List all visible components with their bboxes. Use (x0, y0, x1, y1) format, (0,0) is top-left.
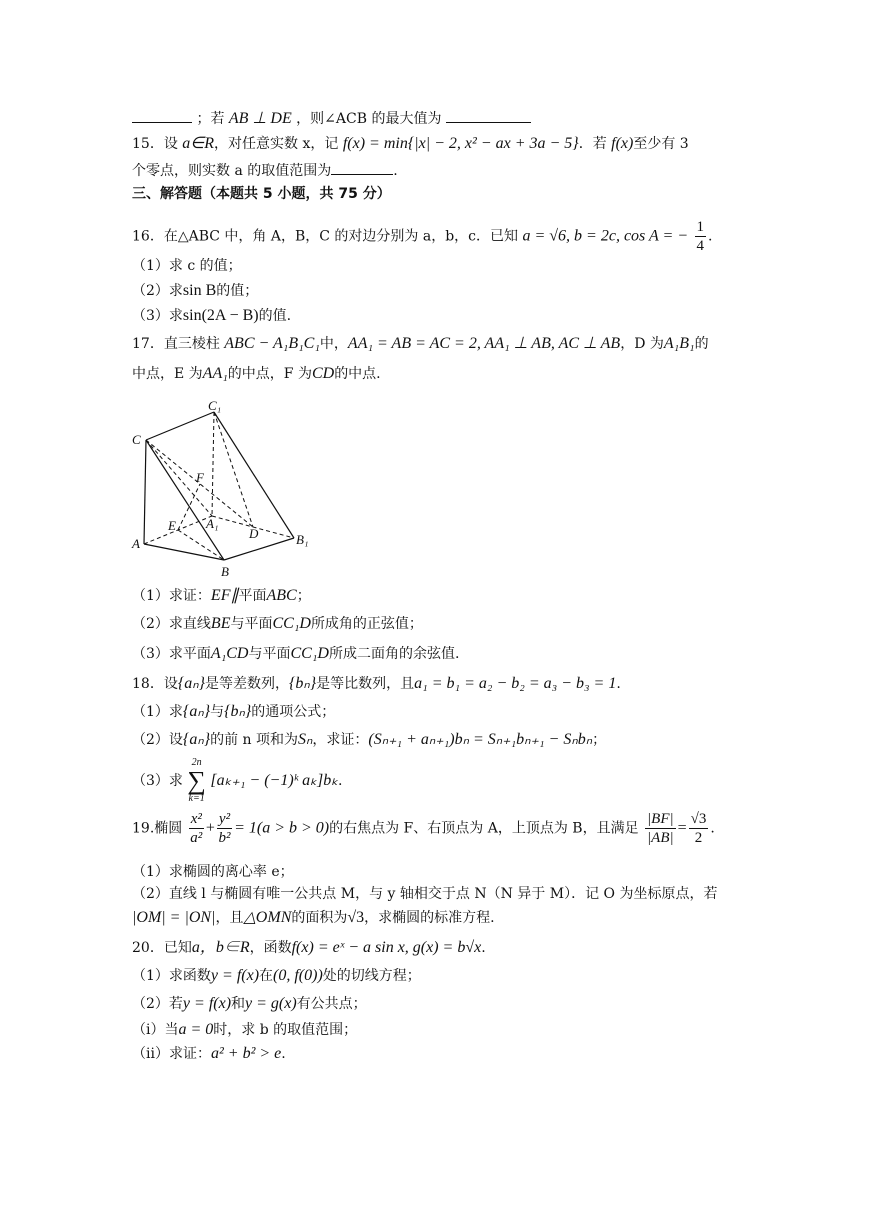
q17-math: A₁B₁ (663, 335, 695, 352)
q20-part2 (132, 994, 367, 1014)
q18-math: Sₙ (298, 731, 313, 748)
q17-math: A₁CD (210, 645, 249, 662)
q17-stem-line1 (132, 334, 709, 354)
q16-part1: （1）求 c 的值； (132, 258, 242, 274)
q17-text: 与平面 (230, 616, 273, 632)
sum-lower-limit: k=1 (188, 793, 205, 804)
q20-math: a = 0 (178, 1021, 214, 1038)
q18-text: 的通项公式； (251, 704, 336, 720)
q18-math: {aₙ} (182, 731, 211, 748)
q19-text: 19.椭圆 (132, 820, 183, 837)
q19-stem (132, 810, 715, 860)
q17-math: AA₁ (202, 365, 228, 382)
fraction-denominator: 4 (696, 238, 705, 254)
q20-math: a² + b² > e (210, 1045, 282, 1062)
edge-CB (146, 440, 224, 560)
fraction-numerator: y² (218, 811, 231, 827)
edge-BB1 (224, 538, 294, 560)
q19-text: ，且 (215, 910, 244, 926)
label-A: A (132, 536, 140, 551)
q17-math: CC₁D (290, 645, 329, 662)
fraction-numerator: √3 (690, 811, 707, 827)
label-F: F (196, 470, 204, 485)
fraction-numerator: x² (190, 811, 202, 827)
segment-C1D (214, 412, 253, 527)
q17-text: 平面 (238, 588, 267, 604)
q14-math: AB ⊥ DE (228, 110, 292, 127)
q18-math: (Sₙ₊₁ + aₙ₊₁)bₙ = Sₙ₊₁bₙ₊₁ − Sₙbₙ (368, 731, 593, 748)
q20-text: （i）当 (132, 1022, 179, 1038)
edge-C1A1 (212, 412, 214, 516)
summation (187, 758, 206, 804)
q17-text: ，D 为 (620, 336, 664, 352)
q20-text: 在 (259, 968, 274, 984)
q16-stem (132, 218, 712, 255)
section-heading: 三、解答题（本题共 5 小题，共 75 分） (132, 186, 391, 202)
q17-part3 (132, 644, 459, 664)
q17-part1 (132, 586, 311, 606)
q20-text: 20．已知 (132, 940, 192, 956)
q15-line2 (132, 160, 398, 181)
fraction-numerator: 1 (696, 219, 705, 235)
q18-text: 是等差数列， (205, 676, 289, 692)
q19-part2-line1: （2）直线 l 与椭圆有唯一公共点 M，与 y 轴相交于点 N（N 异于 M）．记 O 为坐标原点，若 (132, 886, 718, 902)
label-D: D (249, 526, 259, 541)
q20-text: （1）求函数 (132, 968, 211, 984)
label-B: B (221, 564, 229, 579)
q20-text: （ii）求证： (132, 1046, 211, 1062)
q17-part2 (132, 614, 423, 634)
q16-text: . (708, 228, 713, 245)
q17-text: 中， (319, 336, 348, 352)
q20-math: y = g(x) (245, 995, 297, 1012)
q20-text: . (281, 1046, 286, 1062)
q18-text: （2）设 (132, 732, 183, 748)
edge-CC1 (146, 412, 214, 440)
q17-math: ABC (266, 587, 297, 604)
fraction-denominator: |AB| (647, 830, 674, 846)
q18-math: {aₙ} (182, 703, 211, 720)
q18-stem (132, 674, 621, 694)
q18-part2 (132, 730, 606, 750)
q18-math: [aₖ₊₁ − (−1)ᵏ aₖ]bₖ (210, 772, 339, 789)
q19-math: |OM| = |ON| (132, 909, 216, 926)
q16-part2 (132, 281, 258, 301)
q20-part1 (132, 966, 421, 986)
q14-tail-line (132, 108, 531, 129)
answer-blank (446, 108, 531, 123)
q15-text: ．若 (578, 136, 607, 152)
fraction (695, 218, 707, 255)
edge-C1B1 (214, 412, 294, 538)
fraction-denominator: 2 (694, 830, 703, 846)
q15-text: 15．设 (132, 136, 178, 152)
q18-text: 与 (210, 704, 225, 720)
q17-math: CC₁D (272, 615, 311, 632)
q20-math: f(x) = eˣ − a sin x, g(x) = b√x (291, 939, 482, 956)
q15-text: ，对任意实数 x，记 (214, 136, 339, 152)
q18-math: {aₙ} (177, 675, 205, 692)
q20-math: y = f(x) (182, 995, 232, 1012)
label-C: C (132, 432, 141, 447)
answer-blank (132, 108, 192, 123)
q20-math: y = f(x) (210, 967, 260, 984)
q18-text: 18．设 (132, 676, 178, 692)
q19-math: = 1(a > b > 0) (234, 819, 330, 837)
q17-stem-line2 (132, 364, 381, 384)
q19-text: ，求椭圆的标准方程. (364, 910, 495, 926)
q17-text: 与平面 (248, 646, 291, 662)
q19-math: √3 (347, 909, 365, 926)
q14-text: ；若 (196, 111, 225, 127)
q16-text: （2）求 (132, 283, 183, 299)
q20-part2i (132, 1020, 357, 1040)
q19-text: 的右焦点为 F、右顶点为 A，上顶点为 B，且满足 (329, 820, 639, 837)
label-A1: A₁ (206, 516, 219, 531)
q18-part3 (132, 758, 342, 804)
q20-text: . (481, 940, 486, 956)
label-C1: C₁ (208, 398, 222, 413)
q20-text: ，函数 (249, 940, 292, 956)
q18-text: （1）求 (132, 704, 183, 720)
q17-text: （3）求平面 (132, 646, 211, 662)
q19-text: 的面积为 (291, 910, 348, 926)
fraction-denominator: a² (190, 830, 203, 846)
sigma-symbol: ∑ (187, 766, 206, 795)
fraction (189, 810, 204, 847)
q18-math: {bₙ} (289, 675, 317, 692)
q20-text: 和 (231, 996, 246, 1012)
label-E: E (168, 518, 176, 533)
prism-figure (130, 398, 320, 580)
q17-math: BE (210, 615, 231, 632)
q16-text: 的值； (216, 283, 259, 299)
q16-text: 16．在△ABC 中，角 A，B，C 的对边分别为 a，b，c．已知 (132, 228, 519, 245)
q16-math: sin B (182, 282, 217, 299)
q18-text: ，求证： (312, 732, 369, 748)
fraction (689, 810, 709, 847)
fraction (217, 810, 232, 847)
q18-part1 (132, 702, 335, 722)
fraction-numerator: |BF| (647, 811, 674, 827)
q17-text: （1）求证： (132, 588, 211, 604)
label-B1: B₁ (296, 532, 309, 547)
q17-text: 所成角的正弦值； (310, 616, 423, 632)
q17-math: ABC − A₁B₁C₁ (224, 335, 320, 352)
edge-CA (144, 440, 146, 544)
q17-text: 的 (694, 336, 709, 352)
q17-text: （2）求直线 (132, 616, 211, 632)
q20-text: （2）若 (132, 996, 183, 1012)
q20-math: (0, f(0)) (273, 967, 323, 984)
q17-math: AA₁ = AB = AC = 2, AA₁ ⊥ AB, AC ⊥ AB (347, 335, 621, 352)
q15-text: . (393, 163, 398, 179)
sum-upper-limit: 2n (191, 757, 202, 768)
q15-text: 个零点，则实数 a 的取值范围为 (132, 163, 332, 179)
q19-math: △OMN (243, 909, 292, 926)
q15-line1 (132, 134, 689, 154)
answer-blank (331, 160, 393, 175)
q20-text: 时，求 b 的取值范围； (213, 1022, 358, 1038)
edge-AB (144, 544, 224, 560)
q16-text: （3）求 (132, 308, 183, 324)
q19-math: = (677, 819, 687, 837)
q16-math: sin(2A − B) (182, 307, 259, 324)
q14-text: ，则∠ACB 的最大值为 (296, 111, 442, 127)
q17-text: 17．直三棱柱 (132, 336, 220, 352)
q17-text: 中点，E 为 (132, 366, 203, 382)
q20-text: 有公共点； (296, 996, 367, 1012)
q18-text: . (616, 676, 621, 692)
q18-text: 的前 n 项和为 (210, 732, 299, 748)
q20-math: a，b∈R (191, 939, 250, 956)
q19-part1: （1）求椭圆的离心率 e； (132, 864, 294, 880)
q20-stem (132, 938, 486, 958)
q17-math: CD (311, 365, 335, 382)
q15-math: f(x) (611, 135, 634, 152)
q18-text: . (338, 773, 343, 789)
q18-text: （3）求 (132, 773, 183, 789)
q15-text: 至少有 3 (633, 136, 689, 152)
q19-part2-line2 (132, 908, 495, 928)
q16-math: a = √6, b = 2c, cos A = − (522, 227, 689, 245)
q17-text: 的中点. (334, 366, 381, 382)
q17-math: EF∥ (210, 587, 239, 604)
q18-text: 是等比数列，且 (316, 676, 415, 692)
q18-math: a₁ = b₁ = a₂ − b₂ = a₃ − b₃ = 1 (414, 675, 617, 692)
q18-text: ； (592, 732, 607, 748)
q19-math: + (205, 819, 215, 837)
q16-part3 (132, 306, 291, 326)
q15-math: a∈R (182, 135, 214, 152)
q17-text: 的中点，F 为 (227, 366, 312, 382)
q17-text: ； (296, 588, 311, 604)
q18-math: {bₙ} (224, 703, 252, 720)
fraction (645, 810, 676, 847)
q15-math: f(x) = min{|x| − 2, x² − ax + 3a − 5} (342, 135, 579, 152)
q17-text: 所成二面角的余弦值. (328, 646, 460, 662)
fraction-denominator: b² (218, 830, 231, 846)
q19-text: . (710, 820, 715, 837)
q20-text: 处的切线方程； (322, 968, 421, 984)
q20-part2ii (132, 1044, 286, 1064)
q16-text: 的值. (258, 308, 292, 324)
